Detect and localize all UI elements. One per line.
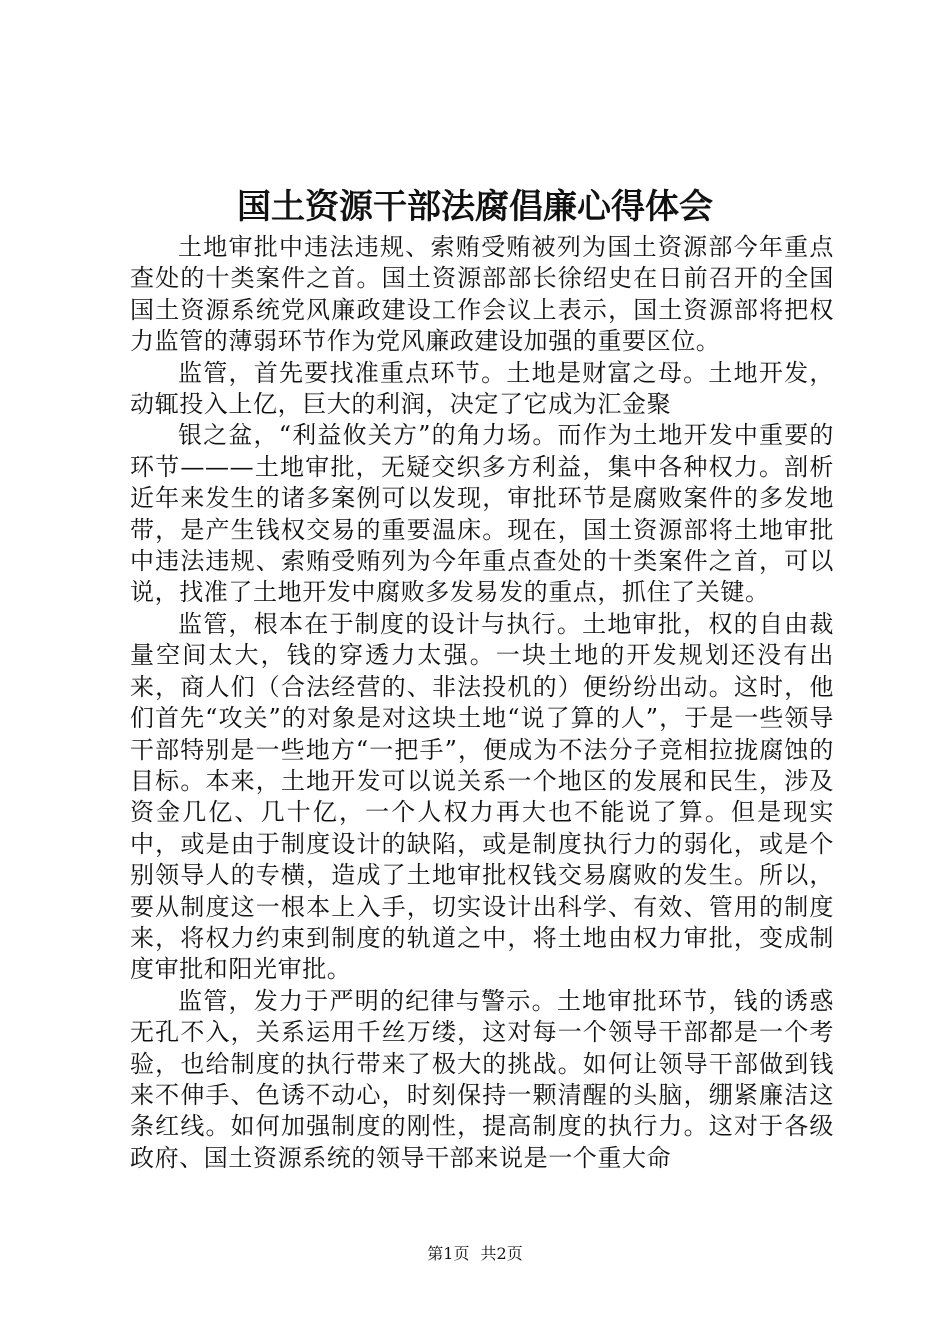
- document-body: [130, 232, 834, 1174]
- paragraph: 监管，根本在于制度的设计与执行。土地审批，权的自由裁量空间太大，钱的穿透力太强。一块土地的开发规划还没有出来，商人们（合法经营的、非法投机的）便纷纷出动。这时，他们首先“攻关”的对象是对这块土地“说了算的人”，于是一些领导干部特别是一些地方“一把手”，便成为不法分子竞相拉拢腐蚀的目标。本来，土地开发可以说关系一个地区的发展和民生，涉及资金几亿、几十亿，一个人权力再大也不能说了算。但是现实中，或是由于制度设计的缺陷，或是制度执行力的弱化，或是个别领导人的专横，造成了土地审批权钱交易腐败的发生。所以，要从制度这一根本上入手，切实设计出科学、有效、管用的制度来，将权力约束到制度的轨道之中，将土地由权力审批，变成制度审批和阳光审批。: [130, 609, 834, 984]
- paragraph: 银之盆，“利益攸关方”的角力场。而作为土地开发中重要的环节———土地审批，无疑交织多方利益，集中各种权力。剖析近年来发生的诸多案例可以发现，审批环节是腐败案件的多发地带，是产生钱权交易的重要温床。现在，国土资源部将土地审批中违法违规、索贿受贿列为今年重点查处的十类案件之首，可以说，找准了土地开发中腐败多发易发的重点，抓住了关键。: [130, 421, 834, 607]
- page-total: 共2页: [480, 1244, 523, 1263]
- page-number: 第1页: [427, 1244, 470, 1263]
- paragraph: 土地审批中违法违规、索贿受贿被列为国土资源部今年重点查处的十类案件之首。国土资源部部长徐绍史在日前召开的全国国土资源系统党风廉政建设工作会议上表示，国土资源部将把权力监管的薄弱环节作为党风廉政建设加强的重要区位。: [130, 233, 834, 356]
- paragraph: 监管，首先要找准重点环节。土地是财富之母。土地开发，动辄投入上亿，巨大的利润，决定了它成为汇金聚: [130, 358, 834, 419]
- paragraph: 监管，发力于严明的纪律与警示。土地审批环节，钱的诱惑无孔不入，关系运用千丝万缕，这对每一个领导干部都是一个考验，也给制度的执行带来了极大的挑战。如何让领导干部做到钱来不伸手、色诱不动心，时刻保持一颗清醒的头脑，绷紧廉洁这条红线。如何加强制度的刚性，提高制度的执行力。这对于各级政府、国土资源系统的领导干部来说是一个重大命: [130, 986, 834, 1172]
- page-footer: [0, 1243, 950, 1265]
- document-title: 国土资源干部法腐倡廉心得体会: [237, 187, 713, 227]
